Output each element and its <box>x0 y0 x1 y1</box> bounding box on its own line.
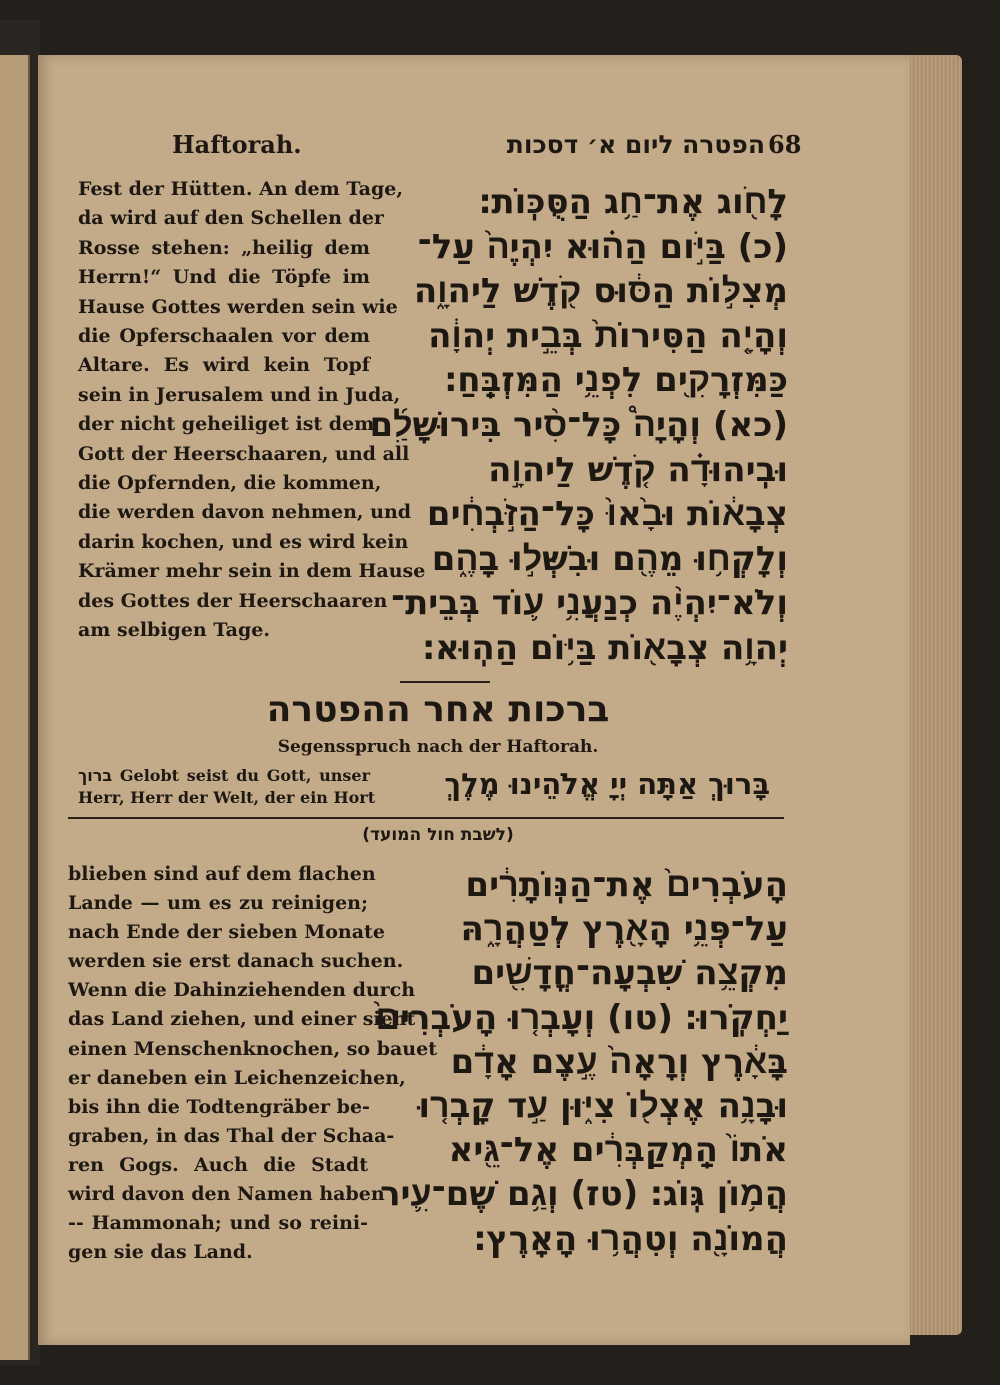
german-line: darin kochen, und es wird kein <box>78 530 409 553</box>
german-line: Krämer mehr sein in dem Hause <box>78 560 426 583</box>
hebrew-line: עַל־פְּנֵ֥י הָאָ֖רֶץ לְטַהֲרָ֑הּ <box>460 909 788 950</box>
blessing-hebrew-text: בָּרוּךְ אַתָּה יְיָ אֱלֹהֵינוּ מֶלֶךְ <box>444 767 770 801</box>
hebrew-line: יְהוָ֥ה צְבָא֖וֹת בַּיּ֥וֹם הַהֽוּא׃ <box>422 627 788 668</box>
german-line: blieben sind auf dem flachen <box>68 863 376 885</box>
german-line: graben, in das Thal der Schaa- <box>68 1124 395 1147</box>
hebrew-line: הֲמ֥וֹן גּֽוֹג׃ (טז) וְגַ֥ם שֶׁם־עִ֛יר <box>380 1174 788 1215</box>
section-divider-short <box>400 681 490 683</box>
german-line: die Opferschaalen vor dem <box>78 325 370 348</box>
blessing-title: ברכות אחר ההפטרה <box>266 689 610 730</box>
blessing-german-text <box>78 765 376 809</box>
german-line: Fest der Hütten. An dem Tage, <box>78 178 403 200</box>
hebrew-line: וְהָיָ֤ה הַסִּירוֹת֙ בְּבֵ֣ית יְהוָ֔ה <box>428 315 788 356</box>
german-line: die Opfernden, die kommen, <box>78 472 382 495</box>
german-line: Rosse stehen: „heilig dem <box>78 236 370 259</box>
german-line: Lande — um es zu reinigen; <box>68 892 368 915</box>
german-line: wird davon den Namen haben <box>68 1183 385 1206</box>
hebrew-line: וְלֹא־יִהְיֶ֨ה כְנַעֲנִ֥י ע֛וֹד בְּבֵית־ <box>390 583 788 624</box>
blessing-subtitle: Segensspruch nach der Haftorah. <box>277 737 599 757</box>
german-line: am selbigen Tage. <box>78 619 270 642</box>
hebrew-line: יַחְקֹֽרוּ׃ (טו) וְעָבְר֤וּ הָעֹבְרִים֙ <box>375 997 788 1038</box>
hebrew-line: הֲמוֹנָ֖ה וְטִהֲר֥וּ הָאָֽרֶץ׃ <box>473 1218 788 1259</box>
german-line: einen Menschenknochen, so bauet <box>68 1037 437 1060</box>
page-number: 68 <box>768 130 802 159</box>
german-line: der nicht geheiliget ist dem <box>78 413 375 436</box>
section-divider-long <box>68 817 784 819</box>
previous-page-edge <box>0 55 30 1360</box>
hebrew-line: מִקְצֵ֥ה שִׁבְעָֽה־חֳדָשִׁ֖ים <box>471 953 788 994</box>
blessing-german-line-text: Gelobt seist du Gott, unser <box>119 766 370 785</box>
german-line: Gott der Heerschaaren, und all <box>78 442 410 465</box>
german-line: -- Hammonah; und so reini- <box>68 1212 368 1235</box>
german-line: ren Gogs. Auch die Stadt <box>68 1153 368 1176</box>
blessing-german-line <box>78 765 370 787</box>
hebrew-line: הָעֹבְרִים֙ אֶת־הַנּֽוֹתָרִ֔ים <box>465 865 788 905</box>
german-line: das Land ziehen, und einer sieht <box>68 1008 416 1031</box>
german-line: gen sie das Land. <box>68 1241 253 1264</box>
german-line: bis ihn die Todtengräber be- <box>68 1095 370 1118</box>
book-page <box>38 55 910 1345</box>
hebrew-line: מְצִלּ֣וֹת הַסּ֔וּס קֹ֖דֶשׁ לַיהוָ֑ה <box>413 271 788 312</box>
hebrew-line: וּבִֽיהוּדָ֗ה קֹ֚דֶשׁ לַיהוָ֣ה <box>488 449 788 490</box>
hebrew-line: (כ) בַּיֹּ֣ום הַה֗וּא יִהְיֶה֙ עַל־ <box>417 226 788 267</box>
german-line: sein in Jerusalem und in Juda, <box>78 383 401 406</box>
german-line: des Gottes der Heerschaaren <box>78 589 388 612</box>
german-line: Altare. Es wird kein Topf <box>78 354 370 377</box>
german-column-upper <box>78 175 426 646</box>
hebrew-line: (כא) וְהָיָה֩ כָּל־סִ֨יר בִּירוּשָׁלִַ֜ם <box>369 404 788 445</box>
german-line: Hause Gottes werden sein wie <box>78 295 398 318</box>
german-line: er daneben ein Leichenzeichen, <box>68 1066 406 1089</box>
blessing-german-line: Herr, Herr der Welt, der ein Hort <box>78 788 376 807</box>
german-line: da wird auf den Schellen der <box>78 207 384 230</box>
running-header-hebrew: הפטרה ליום א׳ דסכות <box>506 130 765 159</box>
hebrew-column-lower <box>375 863 788 1261</box>
hebrew-column-upper <box>369 180 788 671</box>
hebrew-line: וּבָנָ֥ה אֶצְל֖וֹ צִיּ֑וּן עַ֣ד קָבְר֤וּ <box>418 1086 788 1127</box>
german-line: Wenn die Dahinziehenden durch <box>68 979 416 1002</box>
blessing-german-hebrew-word: ברוך <box>78 766 113 785</box>
german-line: werden sie erst danach suchen. <box>68 950 404 973</box>
running-header-german: Haftorah. <box>172 130 302 159</box>
hebrew-line: וְלָקְח֥וּ מֵהֶ֖ם וּבִשְּׁל֣וּ בָהֶ֑ם <box>431 538 788 579</box>
hebrew-line: בָּאָ֔רֶץ וְרָאָה֙ עֶ֣צֶם אָדָ֔ם <box>450 1041 788 1082</box>
german-column-lower <box>68 860 437 1267</box>
hebrew-line: אֹתוֹ֙ הַֽמְקַבְּרִ֔ים אֶל־גֵּ֖יא <box>448 1130 788 1171</box>
hebrew-line: לָחֹ֖וג אֶת־חַ֥ג הַסֻּכּֽוֹת׃ <box>478 182 788 222</box>
section-note: (לשבת חול המועד) <box>362 825 514 845</box>
german-line: Herrn!“ Und die Töpfe im <box>78 266 370 289</box>
german-line: nach Ende der sieben Monate <box>68 921 385 944</box>
hebrew-line: צְבָא֔וֹת וּבָ֙אוּ֙ כָּל־הַזֹּ֣בְחִ֔ים <box>426 494 788 535</box>
german-line: die werden davon nehmen, und <box>78 501 412 524</box>
hebrew-line: כַּמִּזְרָקִ֖ים לִפְנֵ֥י הַמִּזְבֵּֽחַ׃ <box>444 360 788 401</box>
